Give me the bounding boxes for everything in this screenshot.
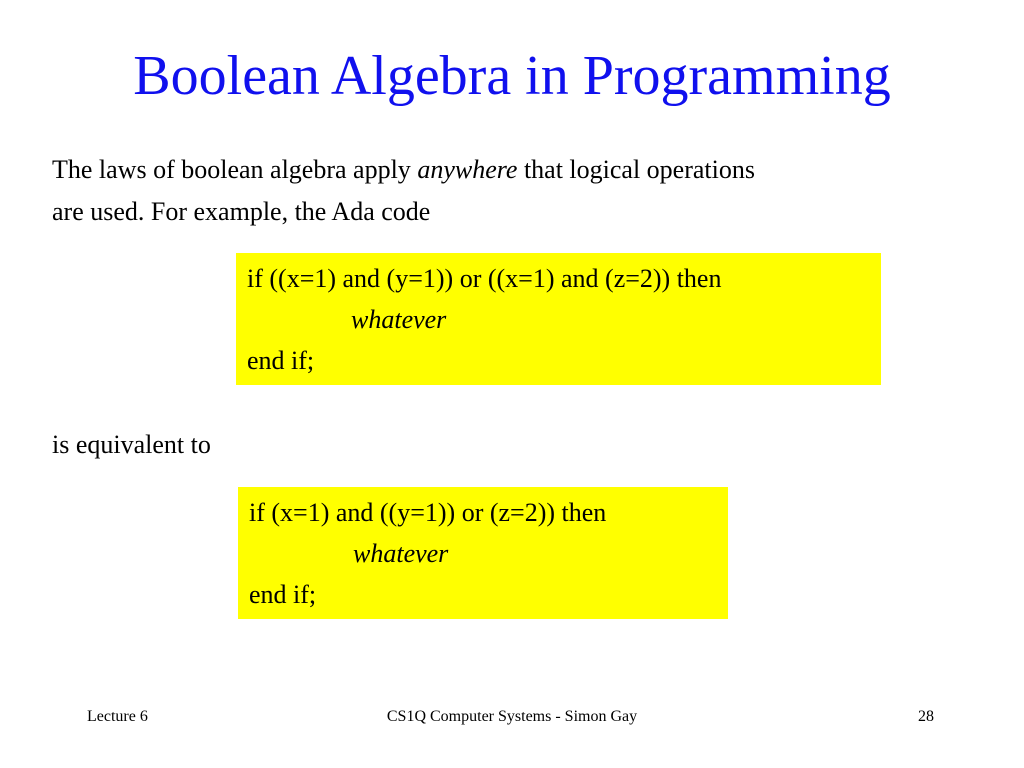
code-line: end if; <box>247 346 315 375</box>
intro-paragraph <box>52 149 992 233</box>
footer-page-number: 28 <box>918 708 934 725</box>
code-block-original <box>236 253 881 385</box>
code-line: if ((x=1) and (y=1)) or ((x=1) and (z=2)) then <box>247 264 722 293</box>
intro-line-1 <box>52 149 992 191</box>
code-line-body: whatever <box>351 305 447 334</box>
intro-text-after: that logical operations <box>517 155 755 184</box>
footer-lecture: Lecture 6 <box>87 708 148 725</box>
footer-course: CS1Q Computer Systems - Simon Gay <box>386 708 638 725</box>
code-line-body: whatever <box>353 539 449 568</box>
code-block-equivalent <box>238 487 728 619</box>
code-line: end if; <box>249 580 317 609</box>
intro-emphasis: anywhere <box>417 155 518 184</box>
intro-text-before: The laws of boolean algebra apply <box>52 155 418 184</box>
slide-title: Boolean Algebra in Programming <box>133 45 891 107</box>
intro-line-2: are used. For example, the Ada code <box>52 197 431 226</box>
code-line: if (x=1) and ((y=1)) or (z=2)) then <box>249 498 607 527</box>
equivalence-text: is equivalent to <box>52 430 211 459</box>
